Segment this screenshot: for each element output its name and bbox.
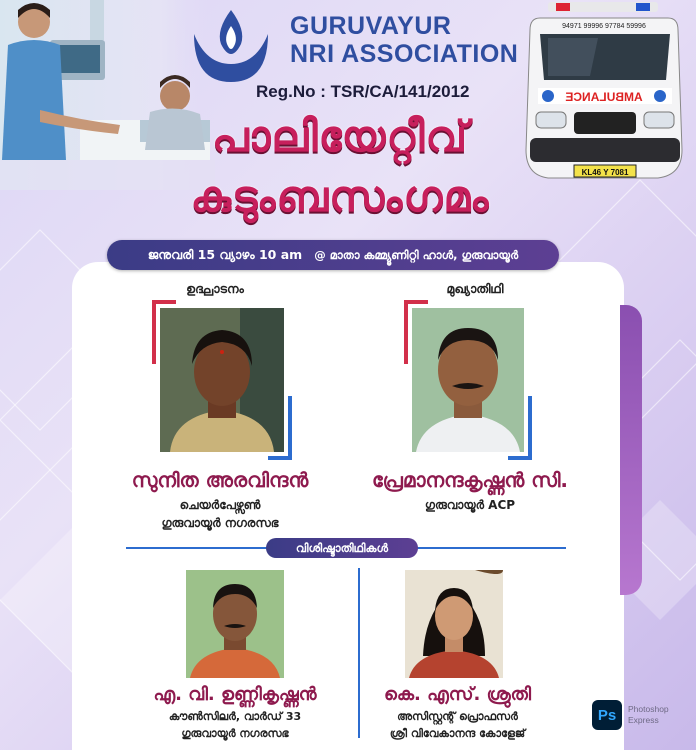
event-title-line1: പാലിയേറ്റീവ് [211,112,469,162]
guest-title-1b: ഗുരുവായൂർ നഗരസഭ [181,727,289,740]
guest-name-2: കെ. എസ്. ശ്രുതി [383,684,531,705]
chief-photo-2 [412,308,524,452]
watermark-line2: Express [628,715,659,725]
guest-title-2b: ശ്രീ വിവേകാനന്ദ കോളേജ് [389,727,526,740]
registration-number: Reg.No : TSR/CA/141/2012 [256,82,470,101]
chief-photo-frame-2 [404,300,532,460]
special-guests-badge: വിശിഷ്ടാതിഥികൾ [266,538,418,558]
card-accent-stripe [620,305,642,595]
guest-photo-2 [405,570,503,678]
event-title-line2: കുടുംബസംഗമം [190,172,490,222]
event-date: ജനുവരി 15 വ്യാഴം 10 am [147,247,303,262]
event-details-bar [107,240,559,270]
watermark-text [628,704,692,726]
ambulance-plate: KL46 Y 7081 [581,168,629,177]
guest-photo-1 [186,570,284,678]
ambulance-image [518,0,696,190]
guest-title-1a: കൗൺസിലർ, വാർഡ് 33 [168,710,302,723]
organization-name [290,12,520,68]
org-name-line2: NRI ASSOCIATION [290,40,519,68]
chief-photo-1 [160,308,284,452]
chief-name-1: സുനിത അരവിന്ദൻ [131,468,309,492]
chief-title-1a: ചെയർപേഴ്സൺ [179,498,261,512]
role-inauguration: ഉദ്ഘാടനം [186,281,244,296]
association-logo [186,6,276,88]
chief-title-1b: ഗുരുവായൂർ നഗരസഭ [161,516,279,530]
photoshop-express-icon: Ps [592,700,622,730]
org-name-line1: GURUVAYUR [290,12,452,40]
ambulance-label: AMBULANCE [565,90,643,104]
event-venue: @ മാതാ കമ്മ്യൂണിറ്റി ഹാൾ, ഗുരുവായൂർ [314,247,519,262]
ambulance-phones: 94971 99996 97784 59996 [562,23,646,30]
chief-name-2: പ്രേമാനന്ദകൃഷ്ണൻ സി. [371,468,569,492]
guest-title-2a: അസിസ്റ്റന്റ് പ്രൊഫസർ [397,710,518,723]
guest-name-1: എ. വി. ഉണ്ണികൃഷ്ണൻ [153,684,317,705]
chief-photo-frame-1 [152,300,292,460]
chief-title-2a: ഗുരുവായൂർ ACP [424,498,516,512]
watermark-line1: Photoshop [628,704,669,714]
role-chief-guest: മുഖ്യാതിഥി [446,281,504,296]
